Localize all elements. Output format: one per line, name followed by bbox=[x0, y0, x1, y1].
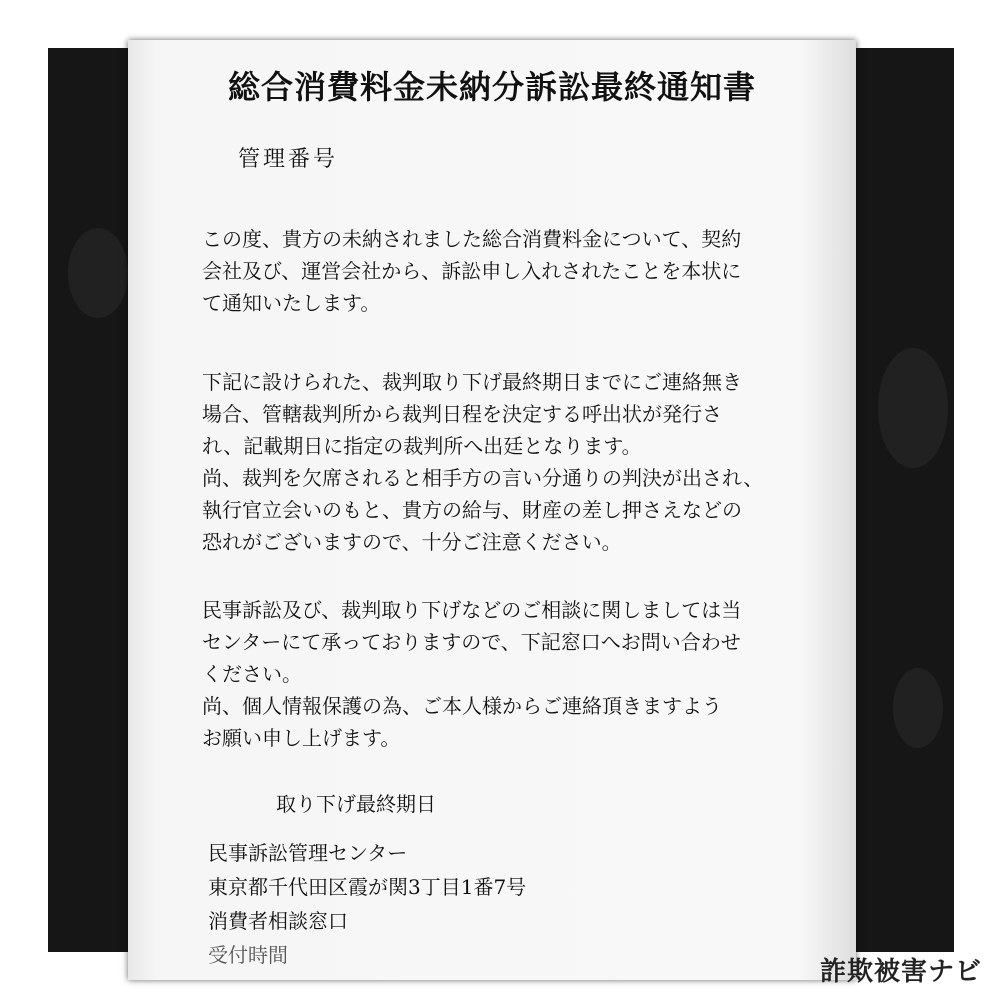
site-watermark: 詐欺被害ナビ bbox=[819, 957, 982, 987]
deadline-label: 取り下げ最終期日 bbox=[276, 792, 436, 816]
text-line: センターにて承っておりますので、下記窓口へお問い合わせ bbox=[202, 630, 741, 654]
address-line: 民事訴訟管理センター bbox=[208, 841, 408, 865]
background-scuff bbox=[878, 348, 948, 468]
address-line: 消費者相談窓口 bbox=[208, 909, 348, 933]
text-line: ください。 bbox=[202, 662, 302, 686]
management-number-label: 管理番号 bbox=[238, 147, 339, 172]
text-line: 民事訴訟及び、裁判取り下げなどのご相談に関しましては当 bbox=[202, 598, 742, 622]
text-line: 下記に設けられた、裁判取り下げ最終期日までにご連絡無き bbox=[202, 370, 742, 394]
text-line: 尚、個人情報保護の為、ご本人様からご連絡頂きますよう bbox=[202, 694, 722, 718]
text-line: て通知いたします。 bbox=[202, 291, 381, 315]
address-line-cut-off: 受付時間 bbox=[208, 943, 288, 967]
sender-address bbox=[208, 836, 527, 967]
text-line: 場合、管轄裁判所から裁判日程を決定する呼出状が発行さ bbox=[202, 402, 722, 426]
text-line: れ、記載期日に指定の裁判所へ出廷となります。 bbox=[202, 434, 642, 458]
photo bbox=[48, 48, 954, 967]
background-scuff bbox=[893, 668, 943, 748]
notice-title: 総合消費料金未納分訴訟最終通知書 bbox=[227, 68, 756, 106]
address-line: 東京都千代田区霞が関3丁目1番7号 bbox=[208, 875, 527, 899]
paragraph-3 bbox=[202, 594, 842, 754]
text-line: 執行官立会いのもと、貴方の給与、財産の差し押さえなどの bbox=[202, 498, 742, 522]
paragraph-2 bbox=[202, 366, 842, 558]
paragraph-1 bbox=[202, 223, 842, 319]
text-line: 尚、裁判を欠席されると相手方の言い分通りの判決が出され、 bbox=[202, 466, 764, 490]
text-line: この度、貴方の未納されました総合消費料金について、契約 bbox=[202, 227, 742, 251]
notice-sheet bbox=[128, 40, 856, 980]
text-line: 恐れがございますので、十分ご注意ください。 bbox=[202, 530, 622, 554]
background-scuff bbox=[68, 228, 128, 318]
text-line: お願い申し上げます。 bbox=[202, 726, 401, 750]
text-line: 会社及び、運営会社から、訴訟申し入れされたことを本状に bbox=[202, 259, 742, 283]
